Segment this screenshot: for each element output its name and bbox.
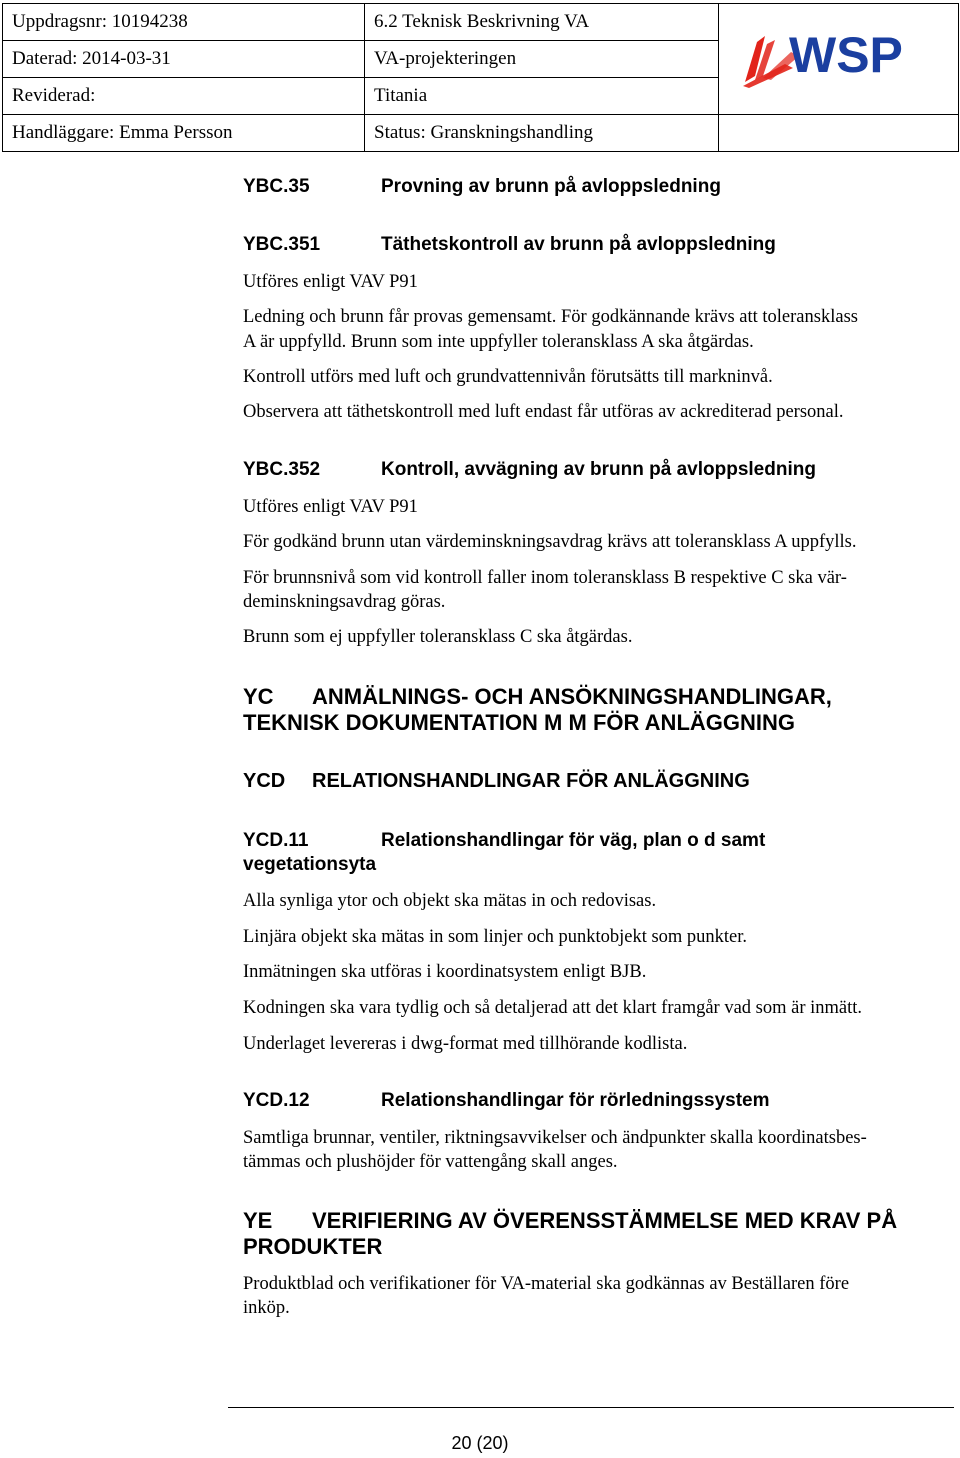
reference-text: Utföres enligt VAV P91 [243, 272, 418, 292]
chapter-title: VERIFIERING AV ÖVERENSSTÄMMELSE MED KRAV PÅ [312, 1208, 898, 1233]
paragraph: tämmas och plushöjder för vattengång skall anges. [243, 1152, 618, 1172]
paragraph: För godkänd brunn utan värdeminskningsavdrag krävs att toleransklass A uppfylls. [243, 532, 857, 552]
paragraph: A är uppfylld. Brunn som inte uppfyller toleransklass A ska åtgärdas. [243, 332, 754, 352]
section-code: YBC.351 [243, 234, 321, 255]
chapter-code: YC [243, 684, 274, 709]
page-number: 20 (20) [451, 1433, 509, 1453]
document-title: 6.2 Teknisk Beskrivning VA [365, 4, 719, 41]
paragraph: Inmätningen ska utföras i koordinatsystem enligt BJB. [243, 962, 647, 982]
paragraph: Ledning och brunn får provas gemensamt. För godkännande krävs att toleransklass [243, 307, 858, 327]
assignment-number: Uppdragsnr: 10194238 [3, 4, 365, 41]
revised: Reviderad: [3, 78, 365, 115]
section-title: Relationshandlingar för rörledningssystem [381, 1090, 770, 1111]
chapter-title: PRODUKTER [243, 1234, 383, 1259]
paragraph: Underlaget levereras i dwg-format med tillhörande kodlista. [243, 1034, 688, 1054]
document-header [2, 3, 959, 152]
section-code: YBC.35 [243, 176, 310, 197]
paragraph: Observera att täthetskontroll med luft endast får utföras av ackrediterad personal. [243, 402, 844, 422]
paragraph: Brunn som ej uppfyller toleransklass C ska åtgärdas. [243, 627, 633, 647]
section-title: vegetationsyta [243, 854, 377, 875]
section-title: Kontroll, avvägning av brunn på avloppsledning [381, 459, 816, 480]
paragraph: inköp. [243, 1298, 290, 1318]
project-name: VA-projekteringen [365, 41, 719, 78]
paragraph: Kodningen ska vara tydlig och så detaljerad att det klart framgår vad som är inmätt. [243, 998, 863, 1018]
paragraph: Alla synliga ytor och objekt ska mätas in och redovisas. [243, 891, 657, 911]
dated: Daterad: 2014-03-31 [3, 41, 365, 78]
document-status: Status: Granskningshandling [365, 115, 719, 152]
section-title: Provning av brunn på avloppsledning [381, 176, 721, 197]
section-code: YBC.352 [243, 459, 321, 480]
section-title: RELATIONSHANDLINGAR FÖR ANLÄGGNING [312, 770, 750, 792]
reference-text: Utföres enligt VAV P91 [243, 497, 418, 517]
paragraph: deminskningsavdrag göras. [243, 592, 446, 612]
empty-cell [719, 115, 959, 152]
wsp-logo [741, 20, 937, 92]
chapter-title: ANMÄLNINGS- OCH ANSÖKNINGSHANDLINGAR, [312, 684, 832, 709]
section-code: YCD.11 [243, 830, 309, 851]
logo-cell [719, 4, 959, 115]
site-name: Titania [365, 78, 719, 115]
paragraph: Kontroll utförs med luft och grundvattennivån förutsätts till markninvå. [243, 367, 773, 387]
paragraph: Linjära objekt ska mätas in som linjer och punktobjekt som punkter. [243, 927, 748, 947]
paragraph: För brunnsnivå som vid kontroll faller inom toleransklass B respektive C ska vär- [243, 568, 847, 588]
chapter-code: YE [243, 1208, 273, 1233]
section-title: Täthetskontroll av brunn på avloppsledning [381, 234, 776, 255]
handler: Handläggare: Emma Persson [3, 115, 365, 152]
section-code: YCD [243, 770, 286, 792]
footer-divider [228, 1407, 954, 1408]
chapter-title: TEKNISK DOKUMENTATION M M FÖR ANLÄGGNING [243, 710, 795, 735]
paragraph: Produktblad och verifikationer för VA-material ska godkännas av Beställaren före [243, 1274, 850, 1294]
section-title: Relationshandlingar för väg, plan o d samt [381, 830, 766, 851]
paragraph: Samtliga brunnar, ventiler, riktningsavvikelser och ändpunkter skalla koordinatsbes- [243, 1128, 867, 1148]
logo-wordmark: WSP [788, 27, 903, 83]
section-code: YCD.12 [243, 1090, 310, 1111]
